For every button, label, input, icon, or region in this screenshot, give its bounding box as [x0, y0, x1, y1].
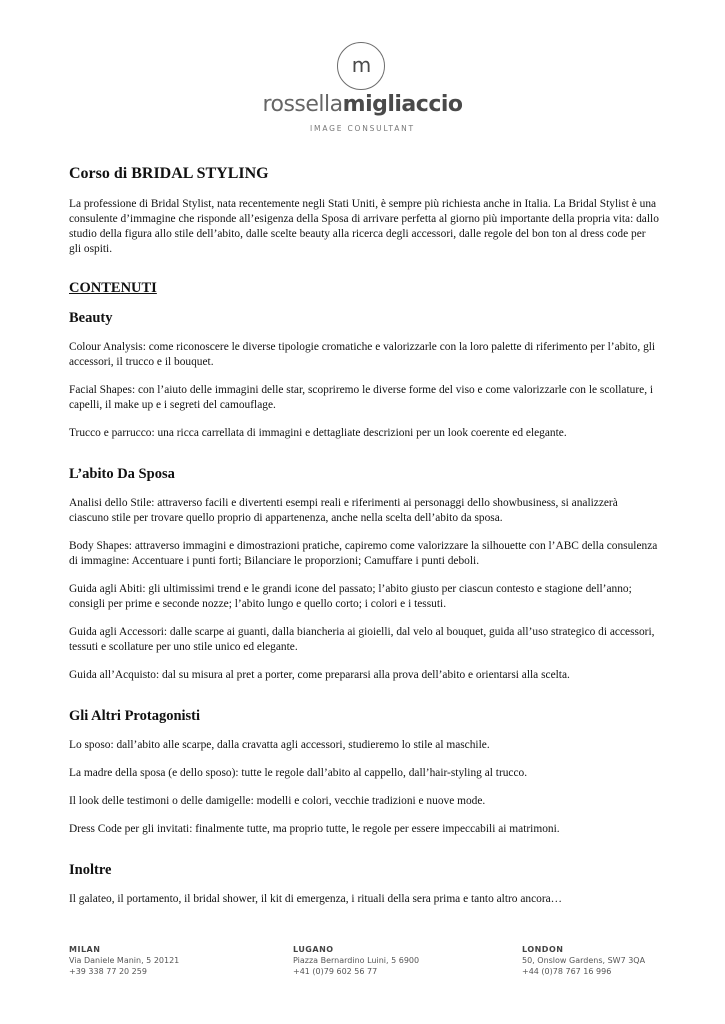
- footer-phone: +39 338 77 20 259: [69, 967, 147, 976]
- footer-london: [522, 944, 645, 977]
- document-body: [69, 164, 659, 920]
- footer: [0, 944, 725, 994]
- section-heading-beauty: Beauty: [69, 310, 113, 326]
- paragraph-inoltre: Il galateo, il portamento, il bridal shower, il kit di emergenza, i rituali della sera prima e tanto altro ancora…: [69, 893, 563, 905]
- paragraph-testimoni: Il look delle testimoni o delle damigelle: modelli e colori, vecchie tradizioni e nuove mode.: [69, 795, 486, 807]
- footer-address: Piazza Bernardino Luini, 5 6900: [293, 956, 420, 965]
- brand-tagline: IMAGE CONSULTANT: [310, 124, 415, 133]
- footer-city: MILAN: [69, 945, 101, 954]
- paragraph-colour-analysis: Colour Analysis: come riconoscere le diverse tipologie cromatiche e valorizzarle con la loro palette di riferimento per l’abito, gli accessori, il trucco e il bouquet.: [69, 341, 656, 368]
- section-heading-inoltre: Inoltre: [69, 862, 112, 878]
- paragraph-guida-abiti: Guida agli Abiti: gli ultimissimi trend e le grandi icone del passato; l’abito giusto per ciascun contesto e stagione dell’anno; consigli per prime e seconde nozze; l’abito lungo e quello corto; i colori e i tessuti.: [69, 583, 632, 610]
- paragraph-analisi-stile: Analisi dello Stile: attraverso facili e divertenti esempi reali e riferimenti ai personaggi dello showbusiness, si analizzerà ciascuno stile per trovare quello proprio di appartenenza, anche nella scelta dell’abito da sposa.: [69, 497, 618, 524]
- paragraph-trucco: Trucco e parrucco: una ricca carrellata di immagini e dettagliate descrizioni per un look coerente ed elegante.: [69, 427, 567, 439]
- footer-phone: +44 (0)78 767 16 996: [522, 967, 612, 976]
- footer-milan: [69, 944, 179, 977]
- footer-city: LONDON: [522, 945, 564, 954]
- intro-paragraph: La professione di Bridal Stylist, nata recentemente negli Stati Uniti, è sempre più richiesta anche in Italia. La Bridal Stylist è una consulente d’immagine che risponde all’esigenza della Sposa di arrivare perfetta al giorno più importante della propria vita: dallo studio della figura allo stile dell’abito, dalle scelte beauty alla ricerca degli accessori, dalle regole del bon ton al dress code per gli ospiti.: [69, 198, 659, 255]
- brand-name-light: rossella: [262, 92, 343, 117]
- monogram-logo: [337, 42, 385, 90]
- footer-address: 50, Onslow Gardens, SW7 3QA: [522, 956, 646, 965]
- section-heading-abito: L’abito Da Sposa: [69, 466, 175, 482]
- paragraph-dress-code: Dress Code per gli invitati: finalmente tutte, ma proprio tutte, le regole per essere impeccabili ai matrimoni.: [69, 823, 560, 835]
- brand-name: [0, 92, 725, 117]
- paragraph-guida-accessori: Guida agli Accessori: dalle scarpe ai guanti, dalla biancheria ai gioielli, dal velo al bouquet, guida all’uso strategico di accessori, tessuti e scollature per uno stile unico ed elegante.: [69, 626, 655, 653]
- paragraph-sposo: Lo sposo: dall’abito alle scarpe, dalla cravatta agli accessori, studieremo lo stile al maschile.: [69, 739, 490, 751]
- footer-address: Via Daniele Manin, 5 20121: [69, 956, 180, 965]
- brand-name-bold: migliaccio: [342, 92, 463, 117]
- monogram-letter: m: [351, 52, 371, 77]
- footer-phone: +41 (0)79 602 56 77: [293, 967, 378, 976]
- paragraph-madre: La madre della sposa (e dello sposo): tutte le regole dall’abito al cappello, dall’hair-styling al trucco.: [69, 767, 528, 779]
- footer-city: LUGANO: [293, 945, 334, 954]
- section-heading-protagonisti: Gli Altri Protagonisti: [69, 708, 201, 724]
- paragraph-facial-shapes: Facial Shapes: con l’aiuto delle immagini delle star, scopriremo le diverse forme del viso e come valorizzarle con le scollature, i capelli, il make up e i segreti del camouflage.: [69, 384, 654, 411]
- paragraph-body-shapes: Body Shapes: attraverso immagini e dimostrazioni pratiche, capiremo come valorizzare la silhouette con l’ABC della consulenza di immagine: Accentuare i punti forti; Bilanciare le proporzioni; Camuffare i punti deboli.: [69, 540, 658, 567]
- page-title: Corso di BRIDAL STYLING: [69, 165, 269, 182]
- footer-lugano: [293, 944, 419, 977]
- contenuti-heading: CONTENUTI: [69, 280, 157, 296]
- paragraph-guida-acquisto: Guida all’Acquisto: dal su misura al pret a porter, come prepararsi alla prova dell’abito e orientarsi alla scelta.: [69, 669, 570, 681]
